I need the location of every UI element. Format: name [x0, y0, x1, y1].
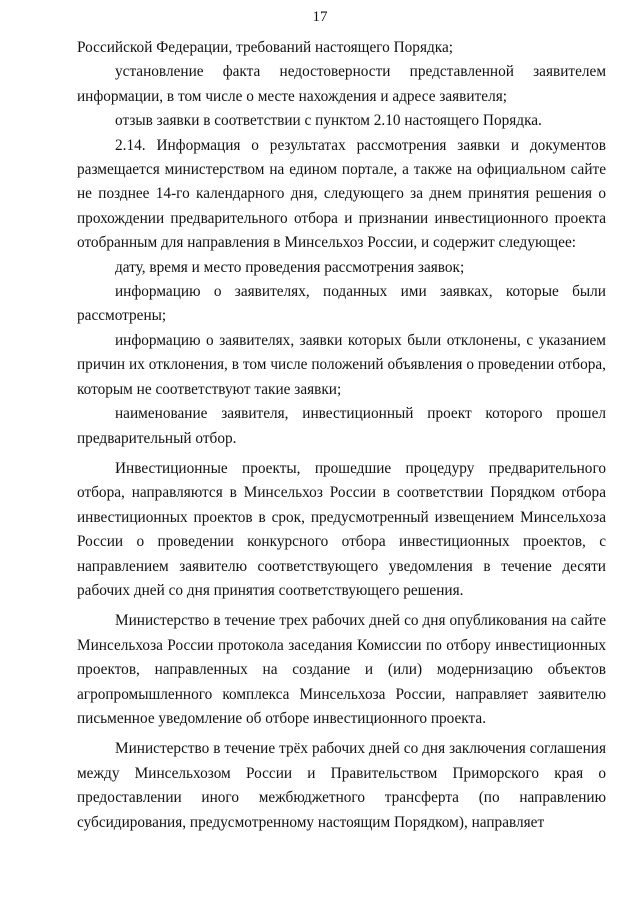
paragraph-unreliable-info: установление факта недостоверности представленной заявителем информации, в том числе о месте нахождения и адресе заявителя;: [77, 63, 606, 105]
paragraph-withdrawal: отзыв заявки в соответствии с пунктом 2.10 настоящего Порядка.: [115, 112, 542, 130]
document-body: [77, 36, 606, 835]
paragraph-ministry-agreement: Министерство в течение трёх рабочих дней со дня заключения соглашения между Минсельхозом России и Правительством Приморского края о предоставлении иного межбюджетного трансферта (по направлению субсидирования, предусмотренному настоящим Порядком), направляет: [77, 740, 606, 831]
page-number: 17: [312, 9, 328, 25]
paragraph-continuation: Российской Федерации, требований настоящего Порядка;: [77, 39, 454, 56]
paragraph-applicants-rejected: информацию о заявителях, заявки которых были отклонены, с указанием причин их отклонения, в том числе положений объявления о проведении отбора, которым не соответствуют такие заявки;: [77, 331, 606, 398]
paragraph-applicants-reviewed: информацию о заявителях, поданных ими заявках, которые были рассмотрены;: [77, 283, 606, 325]
paragraph-applicant-passed: наименование заявителя, инвестиционный проект которого прошел предварительный отбор.: [77, 405, 606, 447]
paragraph-projects-sent: Инвестиционные проекты, прошедшие процедуру предварительного отбора, направляются в Минсельхоз России в соответствии Порядком отбора инвестиционных проектов в срок, предусмотренный извещением Минсельхоза России о проведении конкурсного отбора инвестиционных проектов, с направлением заявителю соответствующего уведомления в течение десяти рабочих дней со дня принятия соответствующего решения.: [77, 459, 606, 599]
paragraph-ministry-notification: Министерство в течение трех рабочих дней со дня опубликования на сайте Минсельхоза России протокола заседания Комиссии по отбору инвестиционных проектов, направленных на создание и (или) модернизацию объектов агропромышленного комплекса Минсельхоза России, направляет заявителю письменное уведомление об отборе инвестиционного проекта.: [77, 612, 606, 727]
paragraph-2-14: 2.14. Информация о результатах рассмотрения заявки и документов размещается министерством на едином портале, а также на официальном сайте не позднее 14-го календарного дня, следующего за днем принятия решения о прохождении предварительного отбора и признании инвестиционного проекта отобранным для направления в Минсельхоз России, и содержит следующее:: [77, 136, 606, 252]
paragraph-review-date: дату, время и место проведения рассмотрения заявок;: [115, 258, 465, 276]
